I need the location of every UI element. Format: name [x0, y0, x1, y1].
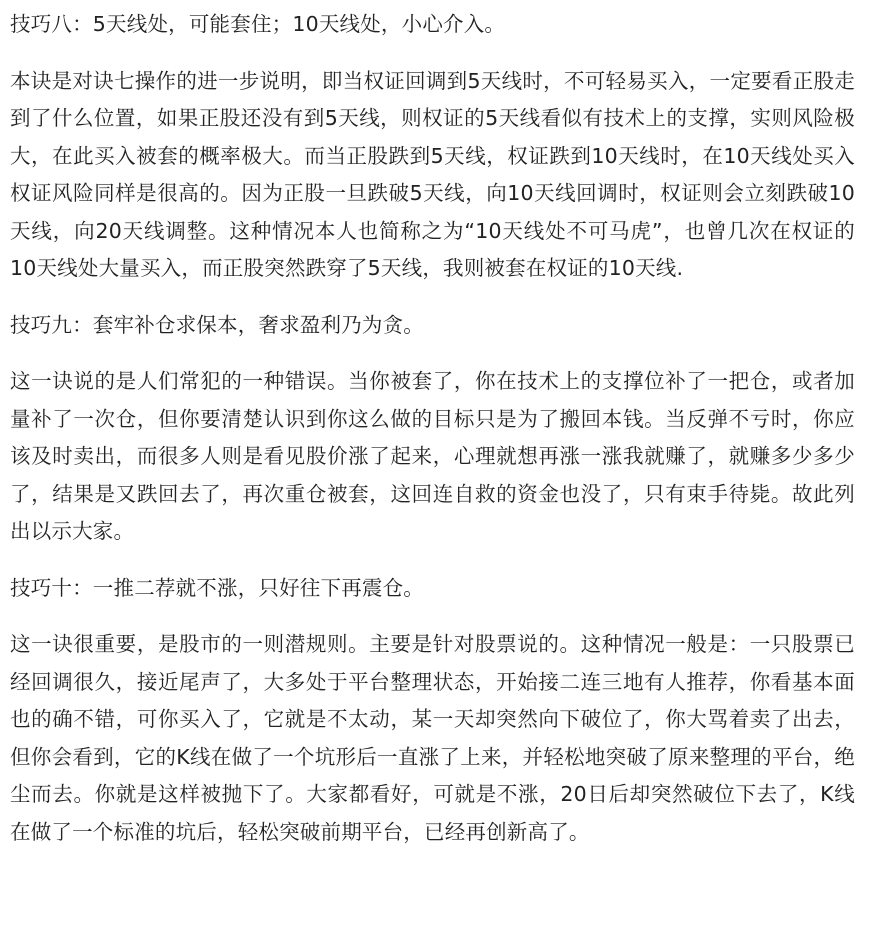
tip-10-paragraph: 这一诀很重要，是股市的一则潜规则。主要是针对股票说的。这种情况一般是：一只股票已经回调很久，接近尾声了，大多处于平台整理状态，开始接二连三地有人推荐，你看基本面也的确不错，可你买入了，它就是不太动，某一天却突然向下破位了，你大骂着卖了出去，但你会看到，它的K线在做了一个坑形后一直涨了上来，并轻松地突破了原来整理的平台，绝尘而去。你就是这样被抛下了。大家都看好，可就是不涨，20日后却突然破位下去了，K线在做了一个标准的坑后，轻松突破前期平台，已经再创新高了。: [10, 632, 855, 844]
tip-8-paragraph: 本诀是对诀七操作的进一步说明，即当权证回调到5天线时，不可轻易买入，一定要看正股走到了什么位置，如果正股还没有到5天线，则权证的5天线看似有技术上的支撑，实则风险极大，在此买入被套的概率极大。而当正股跌到5天线，权证跌到10天线时，在10天线处买入权证风险同样是很高的。因为正股一旦跌破5天线，向10天线回调时，权证则会立刻跌破10天线，向20天线调整。这种情况本人也简称之为“10天线处不可马虎”，也曾几次在权证的10天线处大量买入，而正股突然跌穿了5天线，我则被套在权证的10天线.: [10, 68, 855, 280]
tip-8-heading: 技巧八：5天线处，可能套住；10天线处，小心介入。: [10, 12, 506, 36]
tip-9-paragraph: 这一诀说的是人们常犯的一种错误。当你被套了，你在技术上的支撑位补了一把仓，或者加量补了一次仓，但你要清楚认识到你这么做的目标只是为了搬回本钱。当反弹不亏时，你应该及时卖出，而很多人则是看见股价涨了起来，心理就想再涨一涨我就赚了，就赚多少多少了，结果是又跌回去了，再次重仓被套，这回连自救的资金也没了，只有束手待毙。故此列出以示大家。: [10, 369, 855, 543]
tip-9-heading: 技巧九：套牢补仓求保本，奢求盈利乃为贪。: [10, 312, 424, 337]
tip-10-heading: 技巧十：一推二荐就不涨，只好往下再震仓。: [10, 575, 424, 600]
